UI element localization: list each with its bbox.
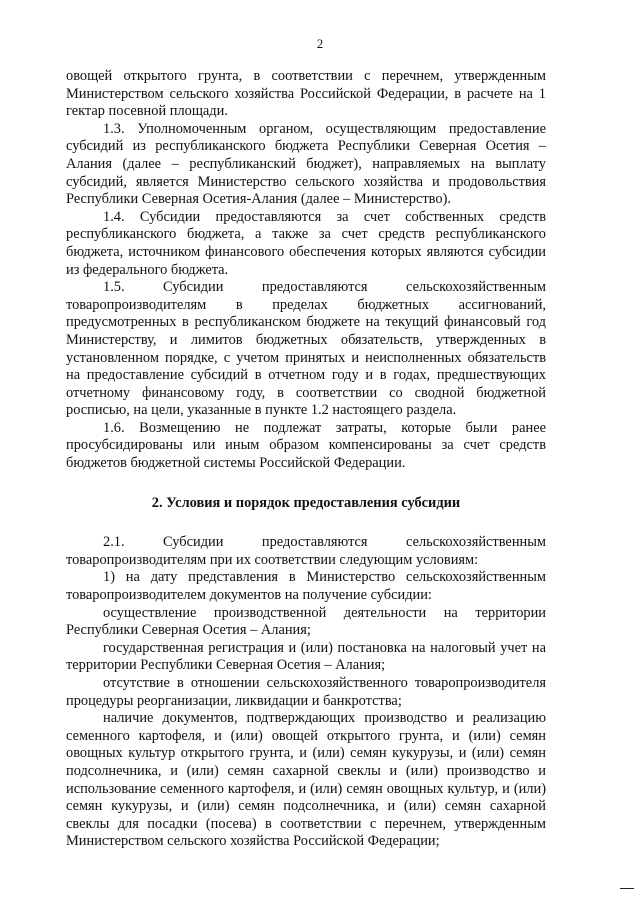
document-body bbox=[66, 68, 546, 851]
section-1-continuation bbox=[66, 68, 546, 473]
page-number: 2 bbox=[316, 36, 324, 51]
paragraph-1-6: 1.6. Возмещению не подлежат затраты, которые были ранее просубсидированы или иным образом компенсированы за счет средств бюджетов бюджетной системы Российской Федерации. bbox=[66, 419, 546, 472]
condition-no-bankruptcy: отсутствие в отношении сельскохозяйственного товаропроизводителя процедуры реорганизации, ликвидации и банкротства; bbox=[66, 675, 546, 709]
condition-activity: осуществление производственной деятельности на территории Республики Северная Осетия – Алания; bbox=[66, 604, 546, 639]
paragraph-1-4: 1.4. Субсидии предоставляются за счет собственных средств республиканского бюджета, а также за счет средств республиканского бюджета, источником финансового обеспечения которых являются субсидии из федерального бюджета. bbox=[66, 208, 546, 278]
paragraph-2-1: 2.1. Субсидии предоставляются сельскохозяйственным товаропроизводителям при их соответствии следующим условиям: bbox=[66, 534, 546, 568]
condition-registration: государственная регистрация и (или) постановка на налоговый учет на территории Республики Северная Осетия – Алания; bbox=[66, 639, 546, 674]
paragraph: овощей открытого грунта, в соответствии с перечнем, утвержденным Министерством сельского хозяйства Российской Федерации, в расчете на 1 гектар посевной площади. bbox=[66, 68, 546, 120]
section-2 bbox=[66, 534, 546, 851]
condition-item-1: 1) на дату представления в Министерство сельскохозяйственным товаропроизводителем документов на получение субсидии: bbox=[66, 569, 546, 604]
scan-mark bbox=[620, 888, 634, 889]
paragraph-1-5: 1.5. Субсидии предоставляются сельскохозяйственным товаропроизводителям в пределах бюджетных ассигнований, предусмотренных в республиканском бюджете на текущий финансовый год Министерству, и лимитов бюджетных обязательств, утвержденных в установленном порядке, с учетом принятых и неисполненных обязательств на предоставление субсидий в отчетном году и в годах, предшествующих отчетному финансовому году, в соответствии со сводной бюджетной росписью, на цели, указанные в пункте 1.2 настоящего раздела. bbox=[66, 279, 546, 419]
paragraph-1-3: 1.3. Уполномоченным органом, осуществляющим предоставление субсидий из республиканского бюджета Республики Северная Осетия – Алания (далее – республиканский бюджет), направляемых на выплату субсидий, является Министерство сельского хозяйства и продовольствия Республики Северная Осетия-Алания (далее – Министерство). bbox=[66, 120, 546, 208]
condition-documents: наличие документов, подтверждающих производство и реализацию семенного картофеля, и (или) овощей открытого грунта, и (или) семян овощных культур открытого грунта, и (или) семян кукурузы, и (или) семян подсолнечника, и (или) семян сахарной свеклы и (или) производство и использование семенного картофеля, и (или) семян овощных культур, и (или) семян кукурузы, и (или) семян подсолнечника, и (или) семян сахарной свеклы для посадки (посева) в соответствии с перечнем, утвержденным Министерством сельского хозяйства Российской Федерации; bbox=[66, 710, 546, 850]
section-heading: 2. Условия и порядок предоставления субсидии bbox=[151, 494, 461, 511]
